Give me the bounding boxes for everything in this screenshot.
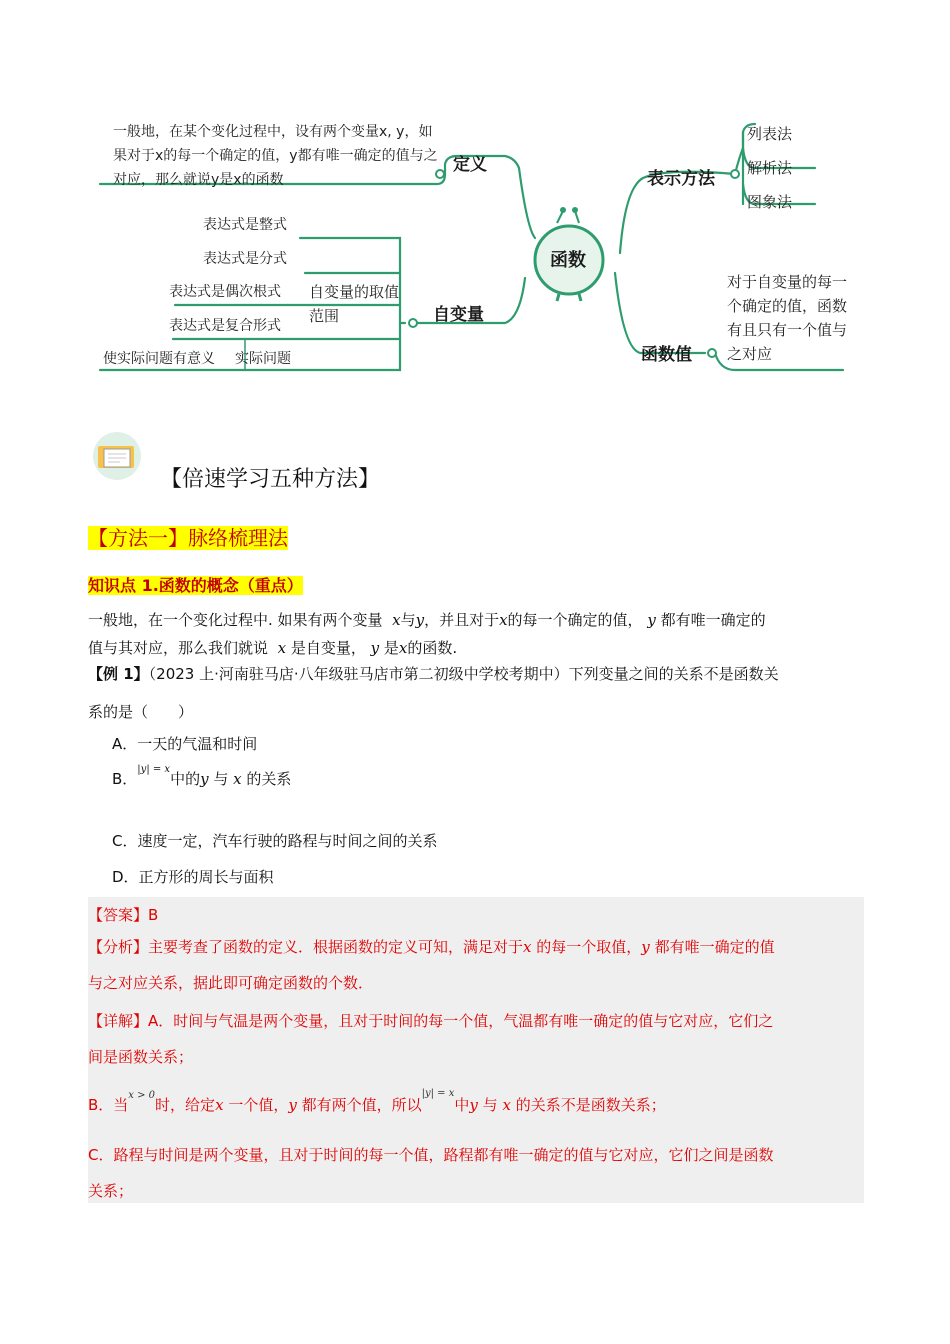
- detail-a-line-1: 【详解】A．时间与气温是两个变量，且对于时间的每一个值，气温都有唯一确定的值与它对应，它们之: [88, 1012, 774, 1030]
- detail-b-math: |y| = x: [421, 1088, 455, 1099]
- detail-a-line-2: 间是函数关系；: [88, 1048, 194, 1066]
- analysis-line-2: 与之对应关系，据此即可确定函数的个数．: [88, 974, 374, 992]
- var-range-label: 自变量的取值范围: [309, 283, 400, 325]
- var-practical-meaning: 使实际问题有意义: [103, 351, 215, 367]
- repr-item-table: 列表法: [747, 125, 793, 143]
- analysis-line-1: 【分析】主要考查了函数的定义．根据函数的定义可知，满足对于x 的每一个取值，y 都有唯一确定的值: [88, 938, 775, 956]
- option-b: B．$^{|y| = x}$中的y 与 x 的关系: [112, 764, 292, 788]
- definition-label: 定义: [453, 155, 487, 175]
- variable-label: 自变量: [433, 305, 484, 325]
- notebook-icon: [90, 432, 146, 482]
- representation-label: 表示方法: [647, 169, 715, 189]
- section-title: 【倍速学习五种方法】: [160, 467, 381, 492]
- knowledge-point-heading: 知识点 1.函数的概念（重点）: [88, 576, 303, 595]
- answer-box: [88, 897, 864, 1203]
- method-one-heading: 【方法一】脉络梳理法: [88, 526, 288, 550]
- var-item-composite: 表达式是复合形式: [169, 318, 281, 334]
- detail-b-line: B．当$^{x > 0}$时，给定x 一个值，y 都有两个值，所以$^{|y| = x}$中y 与 x 的关系不是函数关系；: [88, 1088, 666, 1114]
- var-item-fraction: 表达式是分式: [203, 251, 287, 267]
- var-item-even-root: 表达式是偶次根式: [169, 284, 281, 300]
- concept-paragraph: 一般地，在一个变化过程中. 如果有两个变量 x与y，并且对于x的每一个确定的值， y 都有唯一确定的 值与其对应，那么我们就说 x 是自变量， y 是x的函数.: [88, 611, 766, 657]
- option-a: A．一天的气温和时间: [112, 735, 258, 753]
- function-mind-map: [95, 108, 855, 383]
- answer-line: 【答案】B: [88, 906, 159, 924]
- option-b-math: |y| = x: [137, 764, 171, 775]
- option-c: C．速度一定，汽车行驶的路程与时间之间的关系: [112, 832, 438, 850]
- center-label: 函数: [550, 250, 586, 271]
- detail-b-condition: x > 0: [128, 1090, 156, 1101]
- var-item-polynomial: 表达式是整式: [203, 217, 287, 233]
- function-value-text: 对于自变量的每一个确定的值，函数有且只有一个值与之对应: [727, 273, 848, 363]
- option-d: D．正方形的周长与面积: [112, 868, 274, 886]
- function-value-label: 函数值: [641, 345, 692, 365]
- detail-c-line-1: C．路程与时间是两个变量，且对于时间的每一个值，路程都有唯一确定的值与它对应，它们之间是函数: [88, 1146, 774, 1164]
- repr-item-graph: 图象法: [747, 193, 793, 211]
- definition-text: 一般地，在某个变化过程中，设有两个变量x, y，如果对于x的每一个确定的值，y都有唯一确定的值与之对应，那么就说y是x的函数: [113, 124, 438, 188]
- example-question: 【例 1】（2023 上·河南驻马店·八年级驻马店市第二初级中学校考期中）下列变量之间的关系不是函数关 系的是（ ）: [88, 665, 779, 721]
- detail-c-line-2: 关系；: [88, 1182, 134, 1200]
- repr-item-analytic: 解析法: [747, 159, 793, 177]
- var-practical-problem: 实际问题: [235, 351, 291, 367]
